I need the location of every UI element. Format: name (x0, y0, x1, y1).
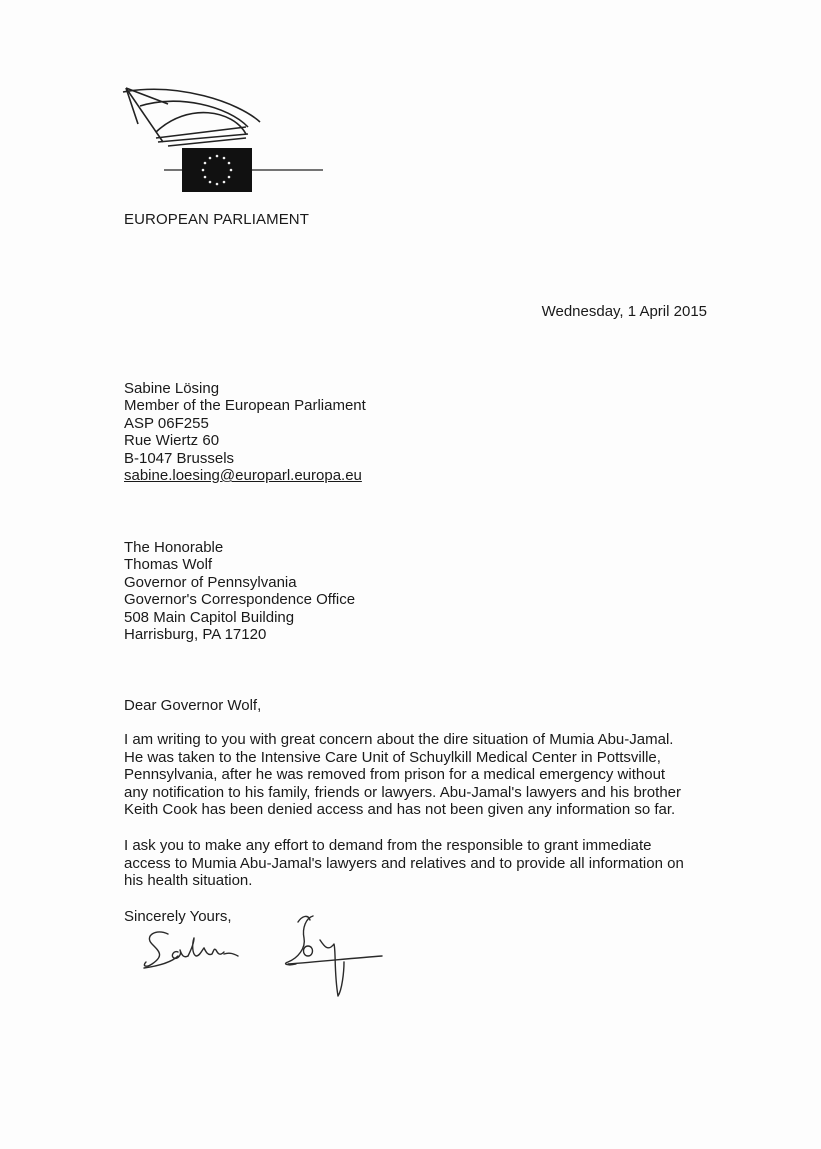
handwritten-signature-icon (138, 912, 388, 1004)
letter-date: Wednesday, 1 April 2015 (541, 303, 707, 320)
sender-name: Sabine Lösing (124, 380, 220, 397)
body-paragraph-2 (124, 837, 714, 890)
paragraph-line: access to Mumia Abu-Jamal's lawyers and relatives and to provide all information on (124, 854, 684, 872)
body-paragraph-1 (124, 731, 714, 819)
paragraph-line: I am writing to you with great concern about the dire situation of Mumia Abu-Jamal. (124, 731, 674, 748)
paragraph-line: Keith Cook has been denied access and has not been given any information so far. (124, 801, 676, 819)
salutation: Dear Governor Wolf, (124, 697, 262, 714)
sender-address (124, 380, 366, 484)
recipient-address (124, 539, 355, 643)
recipient-title: Governor of Pennsylvania (124, 573, 297, 591)
recipient-office: Governor's Correspondence Office (124, 591, 356, 609)
recipient-honorific: The Honorable (124, 539, 224, 556)
sender-city: B-1047 Brussels (124, 449, 235, 467)
paragraph-line: his health situation. (124, 872, 253, 890)
sender-title: Member of the European Parliament (124, 397, 366, 415)
paragraph-line: any notification to his family, friends or lawyers. Abu-Jamal's lawyers and his brother (124, 783, 681, 801)
recipient-name: Thomas Wolf (124, 556, 213, 574)
paragraph-line: Pennsylvania, after he was removed from prison for a medical emergency without (124, 766, 666, 784)
paragraph-line: He was taken to the Intensive Care Unit of Schuylkill Medical Center in Pottsville, (124, 748, 661, 766)
recipient-street: 508 Main Capitol Building (124, 608, 295, 626)
sender-email-link[interactable]: sabine.loesing@europarl.europa.eu (124, 467, 362, 485)
closing: Sincerely Yours, (124, 908, 232, 925)
organization-name: EUROPEAN PARLIAMENT (124, 211, 309, 228)
sender-office: ASP 06F255 (124, 414, 209, 432)
paragraph-line: I ask you to make any effort to demand from the responsible to grant immediate (124, 837, 652, 854)
european-parliament-logo-icon (118, 82, 328, 197)
sender-street: Rue Wiertz 60 (124, 432, 220, 450)
recipient-city: Harrisburg, PA 17120 (124, 626, 267, 644)
